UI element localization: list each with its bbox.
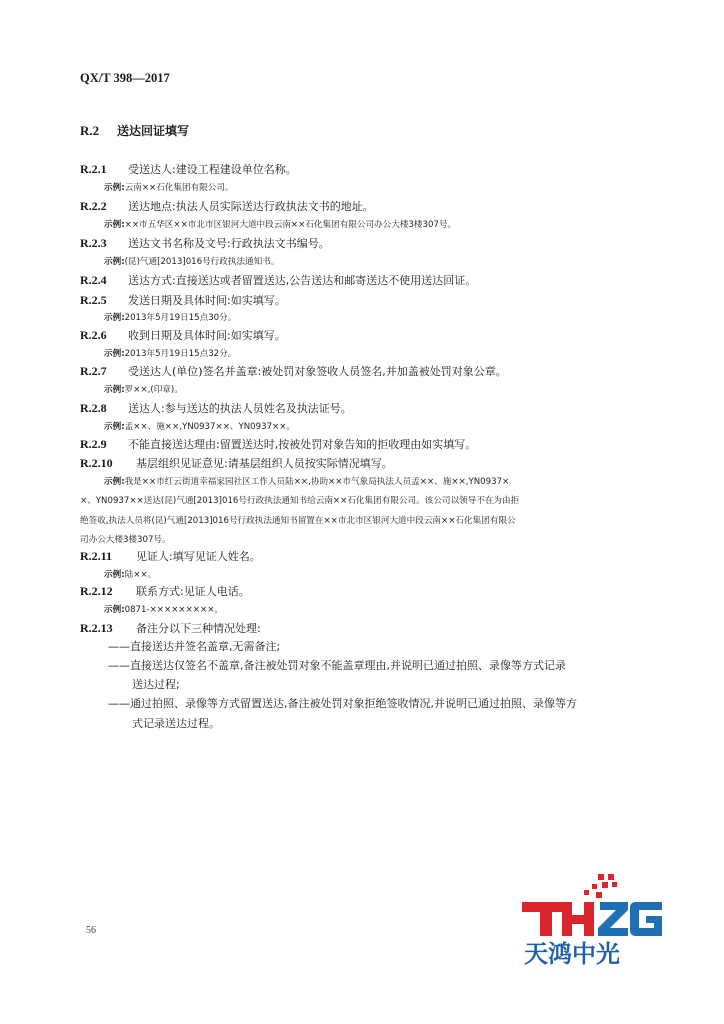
clause-number: R.2.11 [80,549,113,563]
example-r-2-5 [104,311,236,323]
clause-text: 不能直接送达理由:留置送达时,按被处罚对象告知的拒收理由如实填写。 [128,438,477,451]
example-label: 示例: [104,183,125,193]
clause-r-2-7 [80,363,507,379]
note-item-2-cont: 送达过程; [132,678,180,691]
example-label: 示例: [104,385,125,395]
example-r-2-12 [104,603,223,615]
example-text: 0871-×××××××××。 [124,605,223,615]
clause-r-2-13 [80,620,261,636]
clause-r-2-11 [80,548,261,564]
example-r-2-6 [104,347,236,359]
clause-r-2-4 [80,272,476,288]
example-label: 示例: [104,349,125,359]
example-text: 2013年5月19日15点32分。 [124,349,237,359]
example-text: (昆)气通[2013]016号行政执法通知书。 [124,257,280,267]
clause-r-2-5 [80,292,286,308]
section-title: 送达回证填写 [116,124,189,138]
clause-r-2-12 [80,583,250,599]
example-text: 我是××市红云街道幸福家园社区工作人员陆××,协助××市气象局执法人员孟××、施××,YN0937× [124,477,510,487]
clause-r-2-3 [80,235,330,251]
example-text: 孟××、施××,YN0937××、YN0937××。 [124,422,296,432]
note-item-3-cont: 式记录送达过程。 [132,717,220,730]
note-item-1: ——直接送达并签名盖章,无需备注; [108,640,281,653]
clause-text: 受送达人:建设工程建设单位名称。 [128,163,297,176]
section-number: R.2 [80,123,100,138]
example-label: 示例: [104,220,125,230]
clause-number: R.2.7 [80,364,107,378]
example-label: 示例: [104,422,125,432]
example-text: 云南××石化集团有限公司。 [124,183,234,193]
page-number: 56 [86,925,96,936]
note-item-2: ——直接送达仅签名不盖章,备注被处罚对象不能盖章理由,并说明已通过拍照、录像等方式记录 [108,659,566,672]
clause-text: 基层组织见证意见:请基层组织人员按实际情况填写。 [136,457,393,470]
section-heading [80,122,189,139]
note-item-3: ——通过拍照、录像等方式留置送达,备注被处罚对象拒绝签收情况,并说明已通过拍照、录像等方 [108,697,577,710]
clause-r-2-9 [80,436,476,452]
example-r-2-10-line-2: ×、YN0937××送达(昆)气通[2013]016号行政执法通知书给云南××石化集团有限公司。该公司以领导不在为由拒 [80,496,520,506]
example-r-2-11 [104,568,156,580]
clause-r-2-2 [80,198,374,214]
clause-number: R.2.12 [80,584,113,598]
clause-number: R.2.2 [80,199,107,213]
clause-number: R.2.5 [80,293,107,307]
example-label: 示例: [104,257,125,267]
example-r-2-10-line-1 [104,475,509,487]
clause-number: R.2.9 [80,437,107,451]
clause-number: R.2.1 [80,162,107,176]
clause-number: R.2.8 [80,401,107,415]
example-r-2-1 [104,181,234,193]
clause-text: 收到日期及具体时间:如实填写。 [128,329,286,342]
clause-number: R.2.6 [80,328,107,342]
clause-number: R.2.10 [80,456,113,470]
clause-text: 发送日期及具体时间:如实填写。 [128,294,286,307]
example-label: 示例: [104,477,125,487]
clause-text: 联系方式:见证人电话。 [136,585,250,598]
clause-text: 见证人:填写见证人姓名。 [136,550,261,563]
example-r-2-2 [104,218,456,230]
example-text: ××市五华区××市北市区银河大道中段云南××石化集团有限公司办公大楼3楼307号。 [124,220,457,230]
clause-r-2-10 [80,455,393,471]
clause-text: 受送达人(单位)签名并盖章:被处罚对象签收人员签名,并加盖被处罚对象公章。 [128,365,507,378]
example-text: 2013年5月19日15点30分。 [124,313,237,323]
clause-text: 送达文书名称及文号:行政执法文书编号。 [128,237,330,250]
clause-text: 送达方式:直接送达或者留置送达,公告送达和邮寄送达不使用送达回证。 [128,274,477,287]
clause-text: 备注分以下三种情况处理: [136,622,261,635]
clause-r-2-8 [80,400,352,416]
example-text: 陆××。 [124,570,157,580]
example-label: 示例: [104,605,125,615]
example-r-2-3 [104,255,279,267]
clause-text: 送达人:参与送达的执法人员姓名及执法证号。 [128,402,352,415]
example-text: 罗××,(印章)。 [124,385,183,395]
clause-number: R.2.4 [80,273,107,287]
clause-text: 送达地点:执法人员实际送达行政执法文书的地址。 [128,200,374,213]
example-r-2-10-line-3: 绝签收,执法人员将(昆)气通[2013]016号行政执法通知书留置在××市北市区银河大道中段云南××石化集团有限公 [80,516,516,526]
clause-r-2-6 [80,327,286,343]
publisher-logo [520,872,670,967]
example-r-2-7 [104,383,183,395]
clause-r-2-1 [80,161,297,177]
standard-code: QX/T 398—2017 [80,71,170,85]
example-label: 示例: [104,570,125,580]
logo-text: 天鸿中光 [524,940,620,967]
logo-graphic [520,872,670,967]
example-label: 示例: [104,313,125,323]
example-r-2-8 [104,420,295,432]
example-r-2-10-line-4: 司办公大楼3楼307号。 [80,535,171,545]
clause-number: R.2.13 [80,621,113,635]
clause-number: R.2.3 [80,236,107,250]
